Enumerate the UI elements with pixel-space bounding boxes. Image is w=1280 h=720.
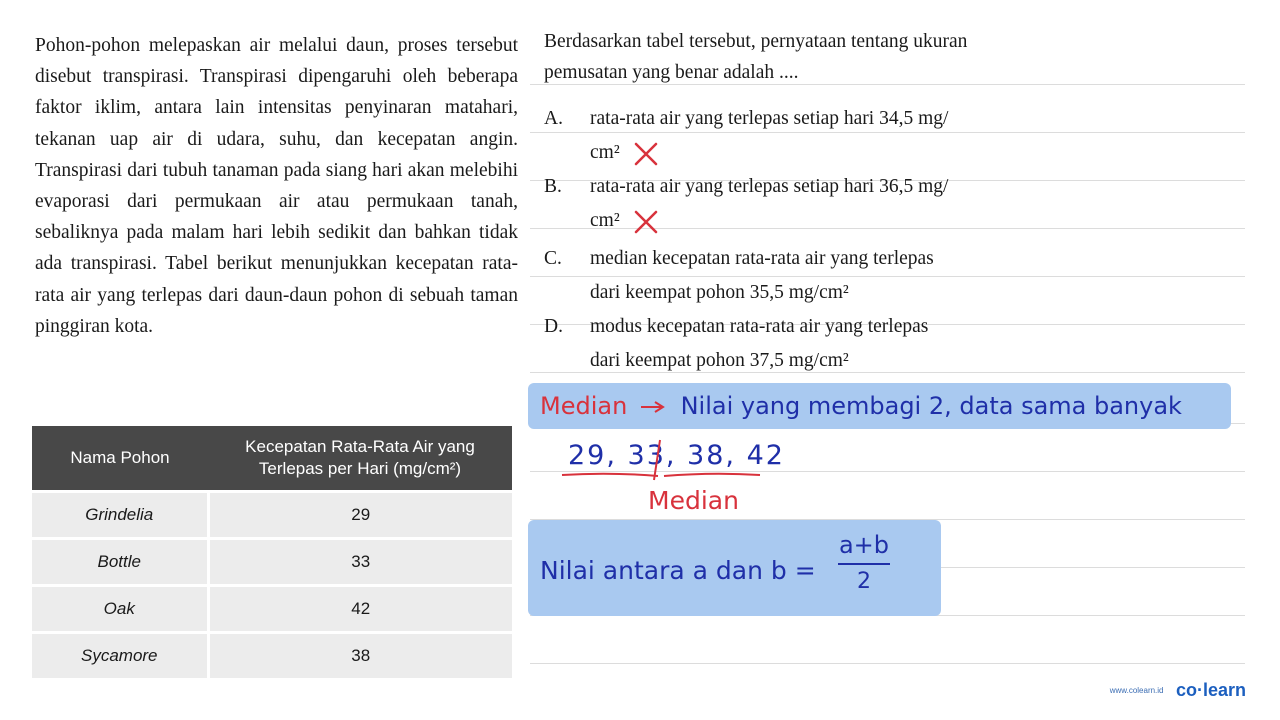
intro-paragraph: Pohon-pohon melepaskan air melalui daun, proses tersebut disebut transpirasi. Transpirasi dipengaruhi oleh beberapa faktor iklim, antara lain intensitas penyinaran matahari, tekanan uap air di udara, suhu, dan kecepatan angin. Transpirasi dari tubuh tanaman pada siang hari akan melebihi evaporasi dari permukaan air atau permukaan tanah, sebaliknya pada malam hari lebih sedikit dan bahkan tidak ada transpirasi. Tabel berikut menunjukkan kecepatan rata-rata air yang terlepas dari daun-daun pohon di sebuah taman pinggiran kota. — [35, 35, 518, 337]
option-letter: A. — [544, 108, 563, 129]
median-word: Median — [540, 392, 628, 420]
table-row — [32, 586, 512, 633]
option-letter: D. — [544, 316, 563, 337]
colearn-logo: co·learn — [1175, 680, 1246, 700]
rate-value-cell: 33 — [208, 539, 512, 586]
table-row — [32, 539, 512, 586]
fraction-bar — [838, 563, 890, 565]
table-header-row — [32, 426, 512, 492]
median-definition-text — [540, 392, 1182, 420]
tree-name-cell: Sycamore — [32, 633, 208, 679]
option-letter: B. — [544, 176, 562, 197]
tree-name-cell: Grindelia — [32, 492, 208, 539]
option-text-line2: cm² — [590, 142, 620, 163]
fraction-denominator: 2 — [857, 569, 871, 594]
divider-stroke — [650, 438, 664, 482]
median-label: Median — [648, 486, 739, 515]
question-stem: Berdasarkan tabel tersebut, pernyataan tentang ukuran pemusatan yang benar adalah .... — [544, 31, 968, 83]
table-row — [32, 492, 512, 539]
underline-stroke — [662, 470, 762, 480]
median-formula-text: Nilai antara a dan b = — [540, 556, 816, 585]
arrow-right-icon — [639, 400, 669, 414]
fraction-numerator: a+b — [838, 531, 890, 559]
rate-value-cell: 42 — [208, 586, 512, 633]
option-text-line2: cm² — [590, 210, 620, 231]
tree-transpiration-table — [32, 426, 512, 678]
option-text-line1: rata-rata air yang terlepas setiap hari 34,5 mg/ — [590, 108, 949, 129]
median-definition-rest: Nilai yang membagi 2, data sama banyak — [680, 392, 1182, 420]
option-text-line1: modus kecepatan rata-rata air yang terlepas — [590, 316, 929, 337]
option-text-line2: dari keempat pohon 37,5 mg/cm² — [590, 350, 849, 371]
tree-name-cell: Bottle — [32, 539, 208, 586]
option-text-line1: median kecepatan rata-rata air yang terlepas — [590, 248, 934, 269]
footer-url: www.colearn.id — [1109, 686, 1164, 695]
column-header-rate: Kecepatan Rata-Rata Air yang Terlepas per Hari (mg/cm²) — [208, 426, 512, 492]
underline-stroke — [560, 470, 660, 480]
table-row — [32, 633, 512, 679]
rate-value-cell: 29 — [208, 492, 512, 539]
sorted-data-values: 29, 33, 38, 42 — [568, 440, 785, 471]
column-header-tree-name: Nama Pohon — [32, 426, 208, 492]
cross-mark-icon — [633, 141, 659, 167]
option-text-line2: dari keempat pohon 35,5 mg/cm² — [590, 282, 849, 303]
option-letter: C. — [544, 248, 562, 269]
median-fraction — [834, 530, 894, 596]
tree-name-cell: Oak — [32, 586, 208, 633]
colearn-branding — [1110, 680, 1246, 701]
option-text-line1: rata-rata air yang terlepas setiap hari 36,5 mg/ — [590, 176, 949, 197]
ruled-line — [530, 663, 1245, 664]
cross-mark-icon — [633, 209, 659, 235]
rate-value-cell: 38 — [208, 633, 512, 679]
